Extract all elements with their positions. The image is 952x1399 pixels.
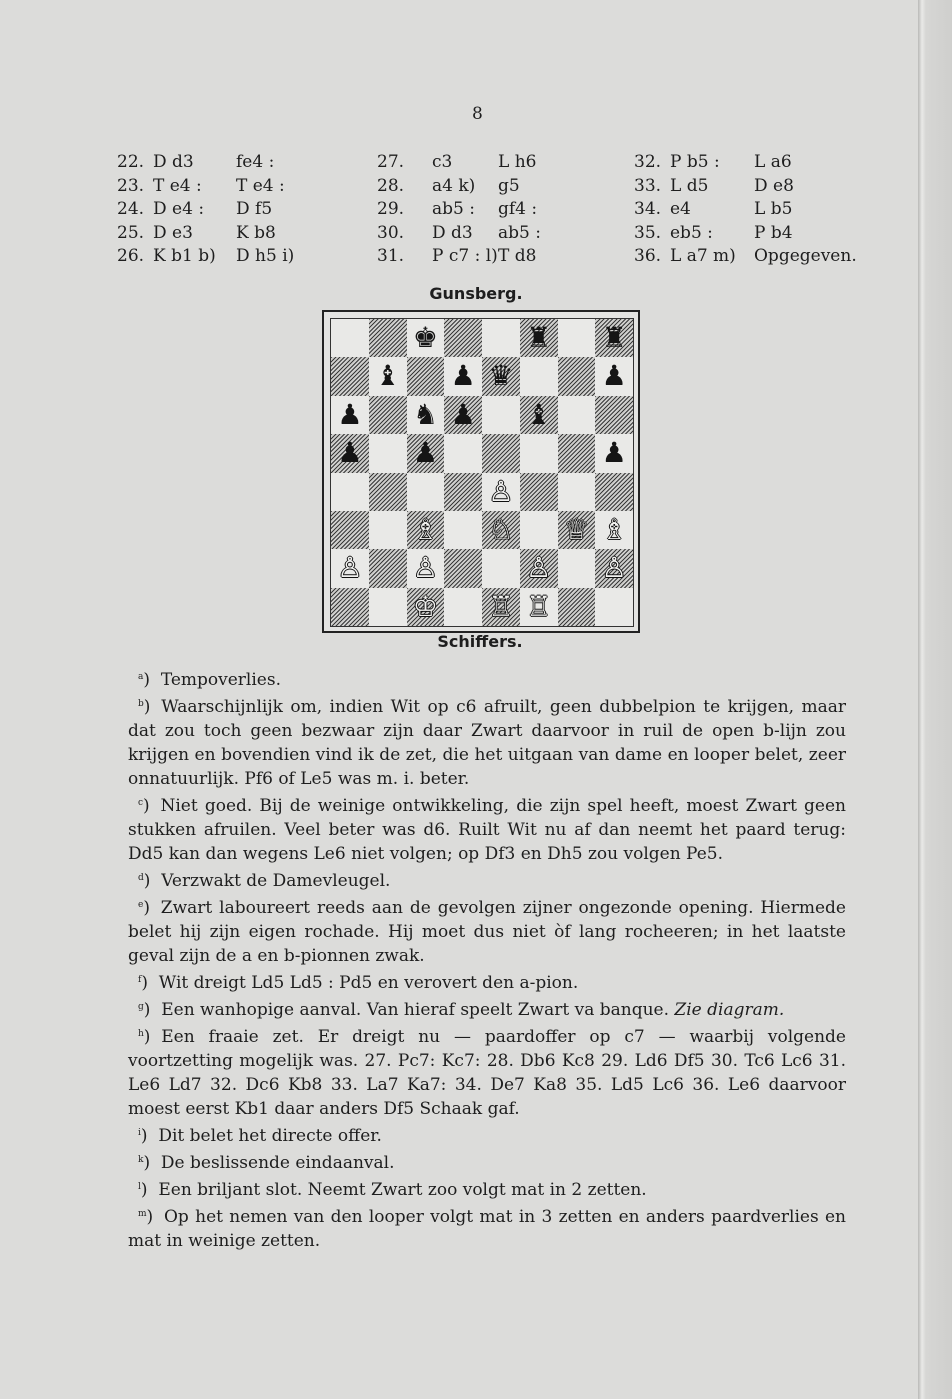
annotation-note	[128, 692, 846, 791]
move-number: 22.	[117, 152, 145, 172]
board-square	[369, 549, 407, 587]
white-move: T e4 :	[153, 175, 202, 196]
annotation-note	[128, 968, 846, 995]
note-marker: $^b$)	[138, 697, 162, 717]
white-pawn-icon: ♙	[412, 551, 438, 585]
black-pawn-icon: ♟	[450, 397, 476, 431]
white-rook-icon: ♖	[526, 589, 552, 623]
white-pawn-icon: ♙	[337, 551, 363, 585]
board-square	[331, 319, 369, 357]
note-text: Op het nemen van den looper volgt mat in 3 zetten en anders paardverlies en mat in weinige zetten.	[128, 1207, 846, 1251]
move-number: 34.	[634, 199, 662, 219]
note-marker: $^h$)	[138, 1027, 162, 1047]
board-square	[520, 511, 558, 549]
note-text: Dit belet het directe offer.	[158, 1126, 382, 1146]
board-square	[558, 434, 596, 472]
black-move: L b5	[754, 199, 793, 219]
black-move: fe4 :	[236, 152, 275, 172]
board-square	[558, 588, 596, 626]
black-rook-icon: ♜	[526, 321, 552, 354]
note-marker: $^l$)	[138, 1180, 159, 1200]
note-marker: $^k$)	[138, 1153, 161, 1173]
page-edge	[918, 0, 952, 1399]
board-square	[558, 549, 596, 587]
black-move: D e8	[754, 175, 794, 196]
board-square	[369, 396, 407, 434]
annotation-note	[128, 1175, 846, 1202]
white-pawn-icon: ♙	[601, 551, 627, 585]
black-move: D h5 i)	[236, 246, 295, 266]
white-bishop-icon: ♗	[601, 512, 627, 546]
white-bishop-icon: ♗	[412, 512, 438, 546]
white-move: ab5 :	[432, 199, 475, 219]
annotation-note	[128, 866, 846, 893]
white-move: P c7 : l)	[432, 246, 498, 266]
chess-diagram	[322, 310, 640, 633]
black-knight-icon: ♞	[412, 397, 438, 431]
black-bishop-icon: ♝	[375, 359, 401, 393]
black-pawn-icon: ♟	[601, 436, 627, 470]
note-marker: $^f$)	[138, 973, 159, 993]
annotation-note	[128, 791, 846, 866]
black-move: D f5	[236, 199, 273, 219]
move-number: 27.	[377, 152, 405, 172]
black-player-name: Gunsberg.	[429, 284, 523, 303]
white-move: K b1 b)	[153, 246, 216, 266]
white-knight-icon: ♘	[488, 512, 514, 546]
move-number: 30.	[377, 222, 405, 243]
black-bishop-icon: ♝	[526, 397, 552, 431]
note-text: De beslissende eindaanval.	[160, 1153, 395, 1173]
annotation-note	[128, 1121, 846, 1148]
board-square	[482, 396, 520, 434]
note-text: Tempoverlies.	[160, 670, 281, 690]
black-queen-icon: ♛	[488, 359, 514, 393]
board-square	[407, 357, 445, 395]
board-square	[444, 434, 482, 472]
board-square	[520, 357, 558, 395]
board-square	[520, 434, 558, 472]
board-square	[369, 588, 407, 626]
board-square	[444, 319, 482, 357]
black-pawn-icon: ♟	[412, 436, 438, 470]
black-move: ab5 :	[498, 222, 541, 243]
white-move: e4	[670, 199, 691, 219]
board-square	[595, 588, 633, 626]
note-italic: Zie diagram.	[674, 1000, 785, 1020]
black-rook-icon: ♜	[601, 321, 627, 354]
board-square	[369, 473, 407, 511]
move-number: 26.	[117, 246, 145, 266]
board-square	[444, 588, 482, 626]
black-pawn-icon: ♟	[450, 359, 476, 393]
white-move: L a7 m)	[670, 246, 736, 266]
annotation-note	[128, 1148, 846, 1175]
board-square	[558, 357, 596, 395]
note-text: Een fraaie zet. Er dreigt nu — paardoffer op c7 — waarbij volgende voortzetting mogelijk was. 27. Pc7: Kc7: 28. Db6 Kc8 29. Ld6 Df5 30. Tc6 Lc6 31. Le6 Ld7 32. Dc6 Kb8 33. La7 Ka7: 34. De7 Ka8 35. Ld5 Lc6 36. Le6 daarvoor moest eerst Kb1 daar anders Df5 Schaak gaf.	[128, 1027, 846, 1119]
note-text: Waarschijnlijk om, indien Wit op c6 afruilt, geen dubbelpion te krijgen, maar dat zou toch geen bezwaar zijn daar Zwart daarvoor in ruil de open b-lijn zou krijgen en bovendien vind ik de zet, die het uitgaan van dame en looper belet, zeer onnatuurlijk. Pf6 of Le5 was m. i. beter.	[128, 697, 846, 789]
note-marker: $^d$)	[138, 871, 162, 891]
board-square	[558, 473, 596, 511]
board-square	[331, 473, 369, 511]
black-move: K b8	[236, 222, 276, 243]
board-square	[558, 396, 596, 434]
white-queen-icon: ♕	[563, 512, 589, 546]
note-marker: $^i$)	[138, 1126, 159, 1146]
note-marker: $^g$)	[138, 1000, 162, 1020]
board-square	[369, 434, 407, 472]
annotation-note	[128, 1022, 846, 1121]
black-move: L h6	[498, 152, 537, 172]
black-move: gf4 :	[498, 199, 538, 219]
black-king-icon: ♚	[412, 321, 438, 354]
white-move: c3	[432, 152, 453, 172]
board-square	[558, 319, 596, 357]
move-number: 28.	[377, 175, 405, 196]
black-move: g5	[498, 175, 520, 196]
black-pawn-icon: ♟	[601, 359, 627, 393]
note-text: Een briljant slot. Neemt Zwart zoo volgt mat in 2 zetten.	[158, 1180, 647, 1200]
black-move: T e4 :	[236, 175, 285, 196]
board-square	[482, 434, 520, 472]
black-move: P b4	[754, 222, 793, 243]
board-square	[331, 511, 369, 549]
board-square	[444, 473, 482, 511]
note-text: Verzwakt de Damevleugel.	[161, 871, 391, 891]
white-move: D d3	[432, 222, 473, 243]
move-number: 32.	[634, 152, 662, 172]
board-square	[331, 588, 369, 626]
black-pawn-icon: ♟	[337, 436, 363, 470]
white-move: P b5 :	[670, 152, 720, 172]
annotation-note	[128, 893, 846, 968]
note-text: Niet goed. Bij de weinige ontwikkeling, die zijn spel heeft, moest Zwart geen stukken afruilen. Veel beter was d6. Ruilt Wit nu af dan neemt het paard terug: Dd5 kan dan wegens Le6 niet volgen; op Df3 en Dh5 zou volgen Pe5.	[128, 796, 846, 864]
black-move: T d8	[498, 246, 537, 266]
page-number: 8	[472, 104, 483, 124]
move-number: 31.	[377, 246, 405, 266]
move-number: 35.	[634, 222, 662, 243]
white-player-name: Schiffers.	[437, 632, 523, 651]
move-number: 29.	[377, 199, 405, 219]
note-marker: $^e$)	[138, 898, 161, 918]
board-square	[482, 549, 520, 587]
note-text: Zwart laboureert reeds aan de gevolgen zijner ongezonde opening. Hiermede belet hij zijn eigen rochade. Hij moet dus niet òf lang rocheeren; in het laatste geval zijn de a en b-pionnen zwak.	[128, 898, 846, 966]
black-move: L a6	[754, 152, 792, 172]
move-number: 23.	[117, 175, 145, 196]
board-square	[369, 511, 407, 549]
board-square	[407, 473, 445, 511]
white-pawn-icon: ♙	[488, 474, 514, 508]
note-text: Een wanhopige aanval. Van hieraf speelt Zwart va banque.	[161, 1000, 670, 1020]
annotation-note	[128, 665, 846, 692]
white-move: D e4 :	[153, 199, 205, 219]
white-rook-icon: ♖	[488, 589, 514, 623]
white-king-icon: ♔	[412, 589, 438, 623]
move-number: 33.	[634, 175, 662, 196]
black-move: Opgegeven.	[754, 246, 857, 266]
board-square	[520, 473, 558, 511]
move-number: 24.	[117, 199, 145, 219]
black-pawn-icon: ♟	[337, 397, 363, 431]
note-marker: $^a$)	[138, 670, 161, 690]
annotations	[128, 665, 846, 1253]
annotation-note	[128, 995, 846, 1022]
move-number: 36.	[634, 246, 662, 266]
note-text: Wit dreigt Ld5 Ld5 : Pd5 en verovert den a-pion.	[158, 973, 579, 993]
board-square	[595, 473, 633, 511]
note-marker: $^m$)	[138, 1207, 164, 1227]
board-square	[595, 396, 633, 434]
board-square	[444, 549, 482, 587]
white-move: D d3	[153, 152, 194, 172]
board-square	[482, 319, 520, 357]
white-move: a4 k)	[432, 175, 476, 196]
white-move: D e3	[153, 222, 193, 243]
white-move: eb5 :	[670, 222, 713, 243]
chess-board	[330, 318, 634, 627]
board-square	[444, 511, 482, 549]
move-number: 25.	[117, 222, 145, 243]
board-square	[369, 319, 407, 357]
note-marker: $^c$)	[138, 796, 161, 816]
white-move: L d5	[670, 175, 709, 196]
white-pawn-icon: ♙	[526, 551, 552, 585]
board-square	[331, 357, 369, 395]
annotation-note	[128, 1202, 846, 1253]
